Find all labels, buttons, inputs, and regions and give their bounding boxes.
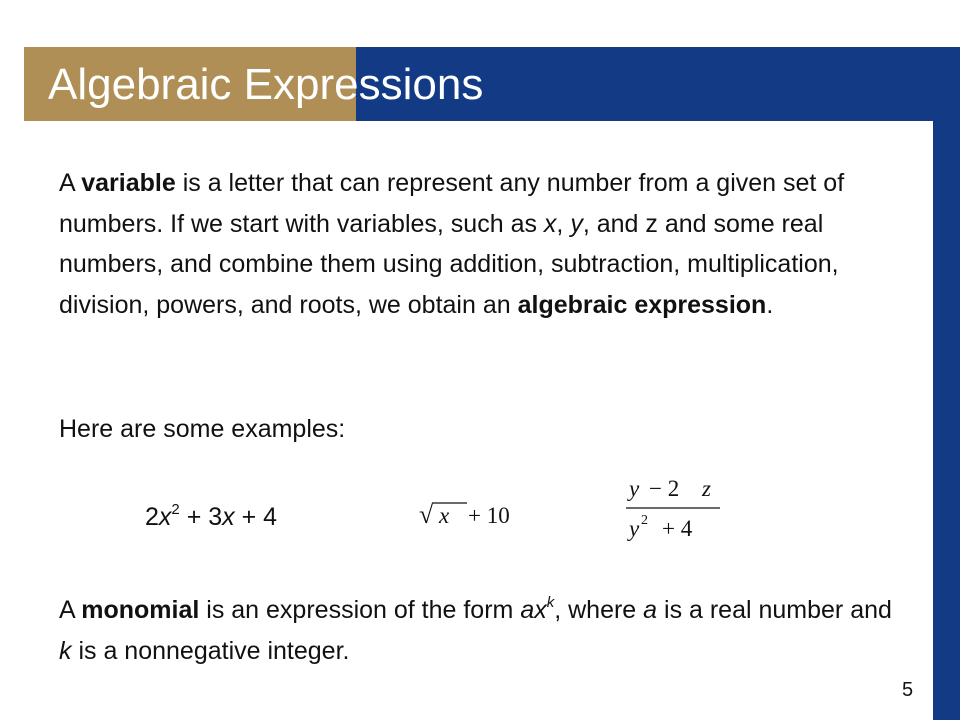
radical-sign: √	[419, 500, 434, 529]
numerator-y: y	[629, 476, 640, 501]
var-x: x	[543, 209, 557, 238]
text-run: , where	[554, 596, 644, 624]
numerator-z: z	[702, 476, 711, 501]
slide-page-number: 5	[902, 679, 914, 701]
var-k: k	[59, 636, 72, 665]
exponent-k: k	[546, 593, 555, 611]
expr-ax: ax	[520, 596, 547, 624]
term-monomial: monomial	[81, 596, 200, 624]
example-polynomial: $2x^2 + 3x + 4$	[145, 500, 278, 531]
slide-title: Algebraic Expressions	[48, 60, 484, 109]
var-y: y	[570, 209, 583, 238]
text-run: A	[59, 596, 82, 624]
text-run: .	[766, 290, 774, 319]
text-run: ,	[556, 209, 571, 238]
denominator-exponent: 2	[641, 513, 648, 528]
text-run: is a letter that can represent any number from a given set of numbers. If we start with variables, such as	[59, 169, 845, 238]
var-a: a	[643, 596, 658, 624]
term-algebraic-expression: algebraic expression	[517, 290, 767, 319]
denominator-rest: + 4	[662, 516, 693, 541]
text-run: A	[59, 169, 82, 197]
radical-rest: + 10	[468, 503, 510, 528]
text-run: is an expression of the form	[199, 596, 521, 624]
denominator-y: y	[629, 516, 640, 541]
examples-intro: Here are some examples:	[59, 415, 346, 443]
radicand-x: x	[439, 503, 450, 528]
numerator-rest: − 2	[649, 476, 680, 501]
example-square-root	[418, 497, 548, 537]
text-run: is a real number and	[657, 596, 892, 624]
variable-definition-paragraph	[59, 163, 899, 325]
right-edge-stripe	[933, 121, 960, 720]
text-run: , and z and some real numbers, and combine them using addition, subtraction, multiplication, division, powers, and roots, we obtain an	[59, 209, 839, 319]
example-fraction	[624, 468, 744, 548]
text-run: is a nonnegative integer.	[71, 636, 350, 665]
monomial-definition-paragraph	[59, 590, 899, 671]
term-variable: variable	[81, 169, 176, 197]
